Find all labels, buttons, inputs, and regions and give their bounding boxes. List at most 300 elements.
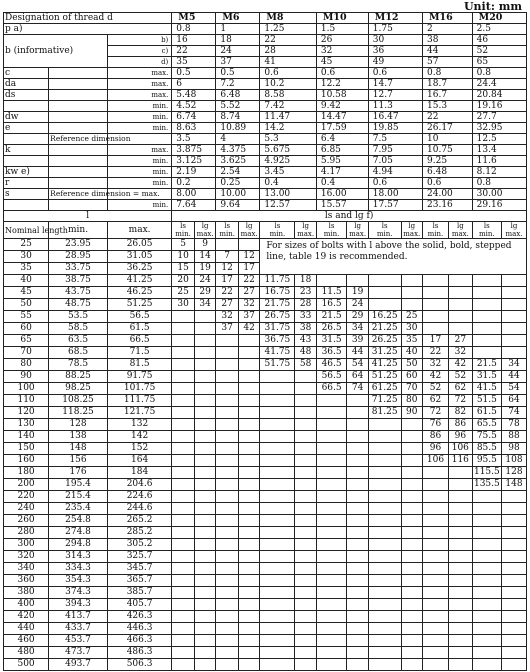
lg-value: 24 (194, 275, 215, 287)
ls-value (316, 275, 346, 287)
b-value: 44 (423, 46, 473, 57)
length-row (4, 539, 527, 551)
nominal-length: 30 (4, 251, 49, 263)
max-symbol: max. (297, 230, 315, 238)
ls-value (316, 431, 346, 443)
ls-value (172, 335, 195, 347)
dimension-qualifier: max. (107, 68, 171, 79)
b-value: 24 (216, 46, 260, 57)
ls-value: 37 (216, 323, 239, 335)
dimension-value: 6.48 (216, 90, 260, 101)
dimension-value: 12.7 (368, 90, 422, 101)
lg-value (401, 503, 422, 515)
lg-value (401, 611, 422, 623)
length-min: 33.75 (49, 263, 108, 275)
nominal-length: 320 (4, 551, 49, 563)
ls-value (316, 479, 346, 491)
length-min: 254.8 (49, 515, 108, 527)
dimension-value: 27.7 (472, 112, 526, 123)
ls-value (423, 515, 449, 527)
ls-value: 5 (172, 239, 195, 251)
lg-value: 39 (347, 335, 368, 347)
dimension-symbol (4, 200, 49, 211)
lg-value (401, 443, 422, 455)
lg-value (502, 587, 527, 599)
lg-value (502, 635, 527, 647)
ls-value (172, 611, 195, 623)
length-max: 325.7 (107, 551, 171, 563)
ls-value: 51.75 (260, 359, 295, 371)
b-value: 22 (260, 35, 316, 46)
dimension-qualifier: min. (107, 167, 171, 178)
lg-value (401, 563, 422, 575)
length-row (4, 335, 527, 347)
max-symbol: max. (196, 230, 214, 238)
nominal-length: 130 (4, 419, 49, 431)
pitch-label: p a) (4, 24, 172, 35)
lg-value (194, 479, 215, 491)
lg-value (295, 539, 316, 551)
dimension-value: 0.2 (172, 178, 216, 189)
ls-symbol: ls (483, 222, 490, 230)
dimension-value: 3.125 (172, 156, 216, 167)
length-min: 68.5 (49, 347, 108, 359)
lg-value (238, 455, 259, 467)
length-min: 88.25 (49, 371, 108, 383)
ls-symbol: ls (328, 222, 335, 230)
ls-value (368, 587, 401, 599)
lg-value: 18 (295, 275, 316, 287)
ls-value: 21.5 (472, 359, 501, 371)
ls-value: 10 (172, 251, 195, 263)
ls-value (216, 659, 239, 671)
lg-value: 82 (448, 407, 472, 419)
lg-value (295, 563, 316, 575)
sub-header-row (4, 222, 527, 239)
dimension-value: 6.74 (172, 112, 216, 123)
nominal-length: 65 (4, 335, 49, 347)
nominal-length: 90 (4, 371, 49, 383)
ls-value: 36.5 (316, 347, 346, 359)
lg-value (238, 407, 259, 419)
ls-value (172, 455, 195, 467)
lg-value: 96 (448, 431, 472, 443)
lg-value (448, 323, 472, 335)
lg-value (347, 599, 368, 611)
lg-value: 30 (401, 323, 422, 335)
dimension-value: 8.63 (172, 123, 216, 134)
ls-value (260, 395, 295, 407)
l-min-label: min. (49, 222, 108, 239)
lg-value (295, 599, 316, 611)
dimension-symbol (4, 156, 49, 167)
lg-value (502, 335, 527, 347)
nominal-length: 35 (4, 263, 49, 275)
lg-value (502, 275, 527, 287)
lg-value (194, 527, 215, 539)
ls-value (216, 443, 239, 455)
ls-value (316, 563, 346, 575)
ls-value (472, 323, 501, 335)
dimension-symbol: dw (4, 112, 49, 123)
dimension-value: 3.875 (172, 145, 216, 156)
ls-symbol: ls (274, 222, 281, 230)
lg-value: 24 (347, 299, 368, 311)
lg-symbol: lg (408, 222, 416, 230)
size-header: M10 (316, 13, 368, 24)
dimension-value: 11.3 (368, 101, 422, 112)
ls-value (472, 623, 501, 635)
ls-value (368, 611, 401, 623)
lg-value (347, 527, 368, 539)
lg-value: 34 (347, 323, 368, 335)
ls-value (216, 371, 239, 383)
b-mark: c) (107, 46, 171, 57)
dimension-qualifier: max. (107, 79, 171, 90)
lg-value (401, 287, 422, 299)
ls-value (172, 359, 195, 371)
ls-value (216, 575, 239, 587)
dimension-sub (49, 145, 108, 156)
length-min: 128 (49, 419, 108, 431)
lg-max-header (295, 222, 316, 239)
dimension-value: 12.2 (316, 79, 368, 90)
lg-value (238, 431, 259, 443)
lg-value (238, 515, 259, 527)
lg-value: 9 (194, 239, 215, 251)
lg-max-header (448, 222, 472, 239)
lg-symbol: lg (510, 222, 518, 230)
dimension-row (4, 178, 527, 189)
ls-value (423, 647, 449, 659)
ls-min-header (172, 222, 195, 239)
lg-value (347, 659, 368, 671)
dimension-symbol: kw e) (4, 167, 49, 178)
dimension-value: 6.48 (423, 167, 473, 178)
dimension-value: 12.57 (260, 200, 316, 211)
ls-value: 61.25 (368, 383, 401, 395)
lg-value: 54 (502, 383, 527, 395)
dimension-sub: Reference dimension (50, 134, 131, 143)
lg-value (448, 479, 472, 491)
length-row (4, 371, 527, 383)
lg-value (295, 383, 316, 395)
ls-value (172, 551, 195, 563)
nominal-length: 55 (4, 311, 49, 323)
length-row (4, 527, 527, 539)
lg-value (448, 575, 472, 587)
dimension-row (4, 68, 527, 79)
length-row (4, 635, 527, 647)
ls-value: 26.75 (260, 311, 295, 323)
size-header: M12 (368, 13, 422, 24)
dimension-value: 17.57 (368, 200, 422, 211)
lg-value (238, 527, 259, 539)
l-label: l (4, 211, 172, 222)
lg-value (194, 611, 215, 623)
length-row (4, 323, 527, 335)
lg-max-header (401, 222, 422, 239)
dimension-value: 10.75 (423, 145, 473, 156)
pitch-row (4, 24, 527, 35)
length-max: 265.2 (107, 515, 171, 527)
ls-value (260, 479, 295, 491)
dimension-value: 10 (423, 134, 473, 145)
lg-value (401, 419, 422, 431)
ls-value (260, 599, 295, 611)
lg-value (347, 575, 368, 587)
b-value: 65 (472, 57, 526, 68)
length-min: 235.4 (49, 503, 108, 515)
length-min: 473.7 (49, 647, 108, 659)
length-min: 195.4 (49, 479, 108, 491)
ls-value (423, 623, 449, 635)
lg-value (295, 455, 316, 467)
lg-value: 128 (502, 467, 527, 479)
length-max: 466.3 (107, 635, 171, 647)
lg-value (347, 563, 368, 575)
nominal-length: 200 (4, 479, 49, 491)
lg-value (401, 635, 422, 647)
nominal-length: 45 (4, 287, 49, 299)
lg-value (502, 323, 527, 335)
length-row (4, 395, 527, 407)
length-max: 285.2 (107, 527, 171, 539)
pitch-value: 1.75 (368, 24, 422, 35)
ls-value (172, 539, 195, 551)
lg-value: 29 (194, 287, 215, 299)
length-max: 31.05 (107, 251, 171, 263)
lg-max-header (347, 222, 368, 239)
dimension-value: 15.3 (423, 101, 473, 112)
ls-symbol: ls (224, 222, 231, 230)
nominal-length: 240 (4, 503, 49, 515)
lg-value (194, 623, 215, 635)
ls-value (368, 479, 401, 491)
unit-label: Unit: mm (463, 0, 522, 13)
ls-value: 31.25 (368, 347, 401, 359)
lg-value (238, 479, 259, 491)
lg-value (194, 323, 215, 335)
min-symbol: min. (269, 230, 286, 238)
lg-value: 80 (401, 395, 422, 407)
ls-value (172, 599, 195, 611)
lg-value (295, 515, 316, 527)
ls-value (423, 467, 449, 479)
lg-value (295, 575, 316, 587)
length-max: 61.5 (107, 323, 171, 335)
ls-value: 22 (216, 287, 239, 299)
length-max: 224.6 (107, 491, 171, 503)
length-max: 506.3 (107, 659, 171, 671)
ls-value: 31.75 (260, 323, 295, 335)
dimension-value: 9.64 (216, 200, 260, 211)
ls-value: 66.5 (316, 383, 346, 395)
length-row (4, 239, 527, 251)
designation-label: Designation of thread d (4, 13, 172, 24)
ls-value (472, 491, 501, 503)
ls-value (472, 503, 501, 515)
ls-value (216, 383, 239, 395)
nominal-length: 150 (4, 443, 49, 455)
lg-value (194, 515, 215, 527)
length-min: 63.5 (49, 335, 108, 347)
ls-value: 51.5 (472, 395, 501, 407)
lg-value (238, 383, 259, 395)
dimension-value: 14.47 (316, 112, 368, 123)
dimension-value: 23.16 (423, 200, 473, 211)
ls-value (316, 623, 346, 635)
ls-value (216, 563, 239, 575)
lg-value (238, 395, 259, 407)
ls-value: 16.25 (368, 311, 401, 323)
ls-value: 17 (423, 335, 449, 347)
ls-value (216, 647, 239, 659)
dimension-sub (49, 167, 108, 178)
ls-value (216, 359, 239, 371)
dimension-value: 0.8 (423, 68, 473, 79)
lg-max-header (238, 222, 259, 239)
nominal-length: 220 (4, 491, 49, 503)
ls-value (216, 599, 239, 611)
ls-value (316, 647, 346, 659)
size-header: M8 (260, 13, 316, 24)
ls-value: 36.75 (260, 335, 295, 347)
dimension-value: 5.95 (316, 156, 368, 167)
lg-value (502, 647, 527, 659)
lg-value (502, 575, 527, 587)
nominal-length: 400 (4, 599, 49, 611)
l-header-row (4, 211, 527, 222)
lg-value: 86 (448, 419, 472, 431)
lg-value (347, 551, 368, 563)
ls-value (260, 575, 295, 587)
lg-value (295, 587, 316, 599)
ls-value: 62 (423, 395, 449, 407)
ls-value (423, 503, 449, 515)
dimension-value: 13.00 (260, 189, 316, 200)
lg-value (238, 635, 259, 647)
ls-value (472, 647, 501, 659)
lg-value (295, 503, 316, 515)
lg-value (401, 647, 422, 659)
lg-value (448, 599, 472, 611)
ls-value (423, 299, 449, 311)
ls-value (216, 347, 239, 359)
lg-value: 42 (238, 323, 259, 335)
ls-value (260, 503, 295, 515)
length-row (4, 347, 527, 359)
length-min: 493.7 (49, 659, 108, 671)
length-min: 176 (49, 467, 108, 479)
ls-value (216, 407, 239, 419)
lg-value (194, 635, 215, 647)
ls-value (216, 419, 239, 431)
lg-value (502, 311, 527, 323)
dimension-value: 0.8 (472, 178, 526, 189)
nominal-length: 25 (4, 239, 49, 251)
b-value: 30 (368, 35, 422, 46)
length-max: 36.25 (107, 263, 171, 275)
lg-value (448, 467, 472, 479)
ls-min-header (368, 222, 401, 239)
ls-value: 26.25 (368, 335, 401, 347)
lg-value: 106 (448, 443, 472, 455)
min-symbol: min. (376, 230, 393, 238)
lg-value (194, 599, 215, 611)
length-row (4, 587, 527, 599)
lg-value (347, 275, 368, 287)
lg-value (502, 503, 527, 515)
lg-value: 23 (295, 287, 316, 299)
lg-value: 60 (401, 371, 422, 383)
dimension-value: 0.6 (316, 68, 368, 79)
lg-value (194, 443, 215, 455)
lg-value (295, 635, 316, 647)
size-header: M5 (172, 13, 216, 24)
lg-value: 70 (401, 383, 422, 395)
dimension-value: 32.95 (472, 123, 526, 134)
ls-min-header (316, 222, 346, 239)
lg-value (448, 587, 472, 599)
length-max: 46.25 (107, 287, 171, 299)
l-max-label: max. (107, 222, 171, 239)
lg-value (194, 647, 215, 659)
lg-value: 34 (194, 299, 215, 311)
lg-value (401, 275, 422, 287)
lg-value (194, 455, 215, 467)
dimension-value: 4.375 (216, 145, 260, 156)
lg-value (401, 467, 422, 479)
b-value: 26 (316, 35, 368, 46)
lg-value (448, 623, 472, 635)
b-value: 16 (172, 35, 216, 46)
dimension-value: 3.5 (172, 134, 216, 145)
length-row (4, 419, 527, 431)
b-value: 35 (172, 57, 216, 68)
dimension-sub (49, 90, 108, 101)
ls-symbol: ls (180, 222, 186, 230)
ls-value (216, 467, 239, 479)
ls-value (423, 275, 449, 287)
lg-value: 43 (295, 335, 316, 347)
ls-value (216, 611, 239, 623)
lg-value: 108 (502, 455, 527, 467)
lg-value (448, 551, 472, 563)
ls-value: 16.5 (316, 299, 346, 311)
ls-value (216, 623, 239, 635)
ls-value (472, 587, 501, 599)
ls-value (472, 659, 501, 671)
dimension-value: 4.925 (260, 156, 316, 167)
dimension-value: 7.5 (368, 134, 422, 145)
lg-value (295, 527, 316, 539)
ls-value (472, 635, 501, 647)
dimension-sub (49, 101, 108, 112)
lg-value (448, 659, 472, 671)
lg-value (295, 443, 316, 455)
lg-value (194, 539, 215, 551)
length-min: 43.75 (49, 287, 108, 299)
lg-value (295, 479, 316, 491)
lg-value (238, 599, 259, 611)
lg-value (238, 539, 259, 551)
ls-value (172, 311, 195, 323)
length-row (4, 623, 527, 635)
ls-min-header (472, 222, 501, 239)
max-symbol: max. (403, 230, 421, 238)
lg-value (401, 515, 422, 527)
